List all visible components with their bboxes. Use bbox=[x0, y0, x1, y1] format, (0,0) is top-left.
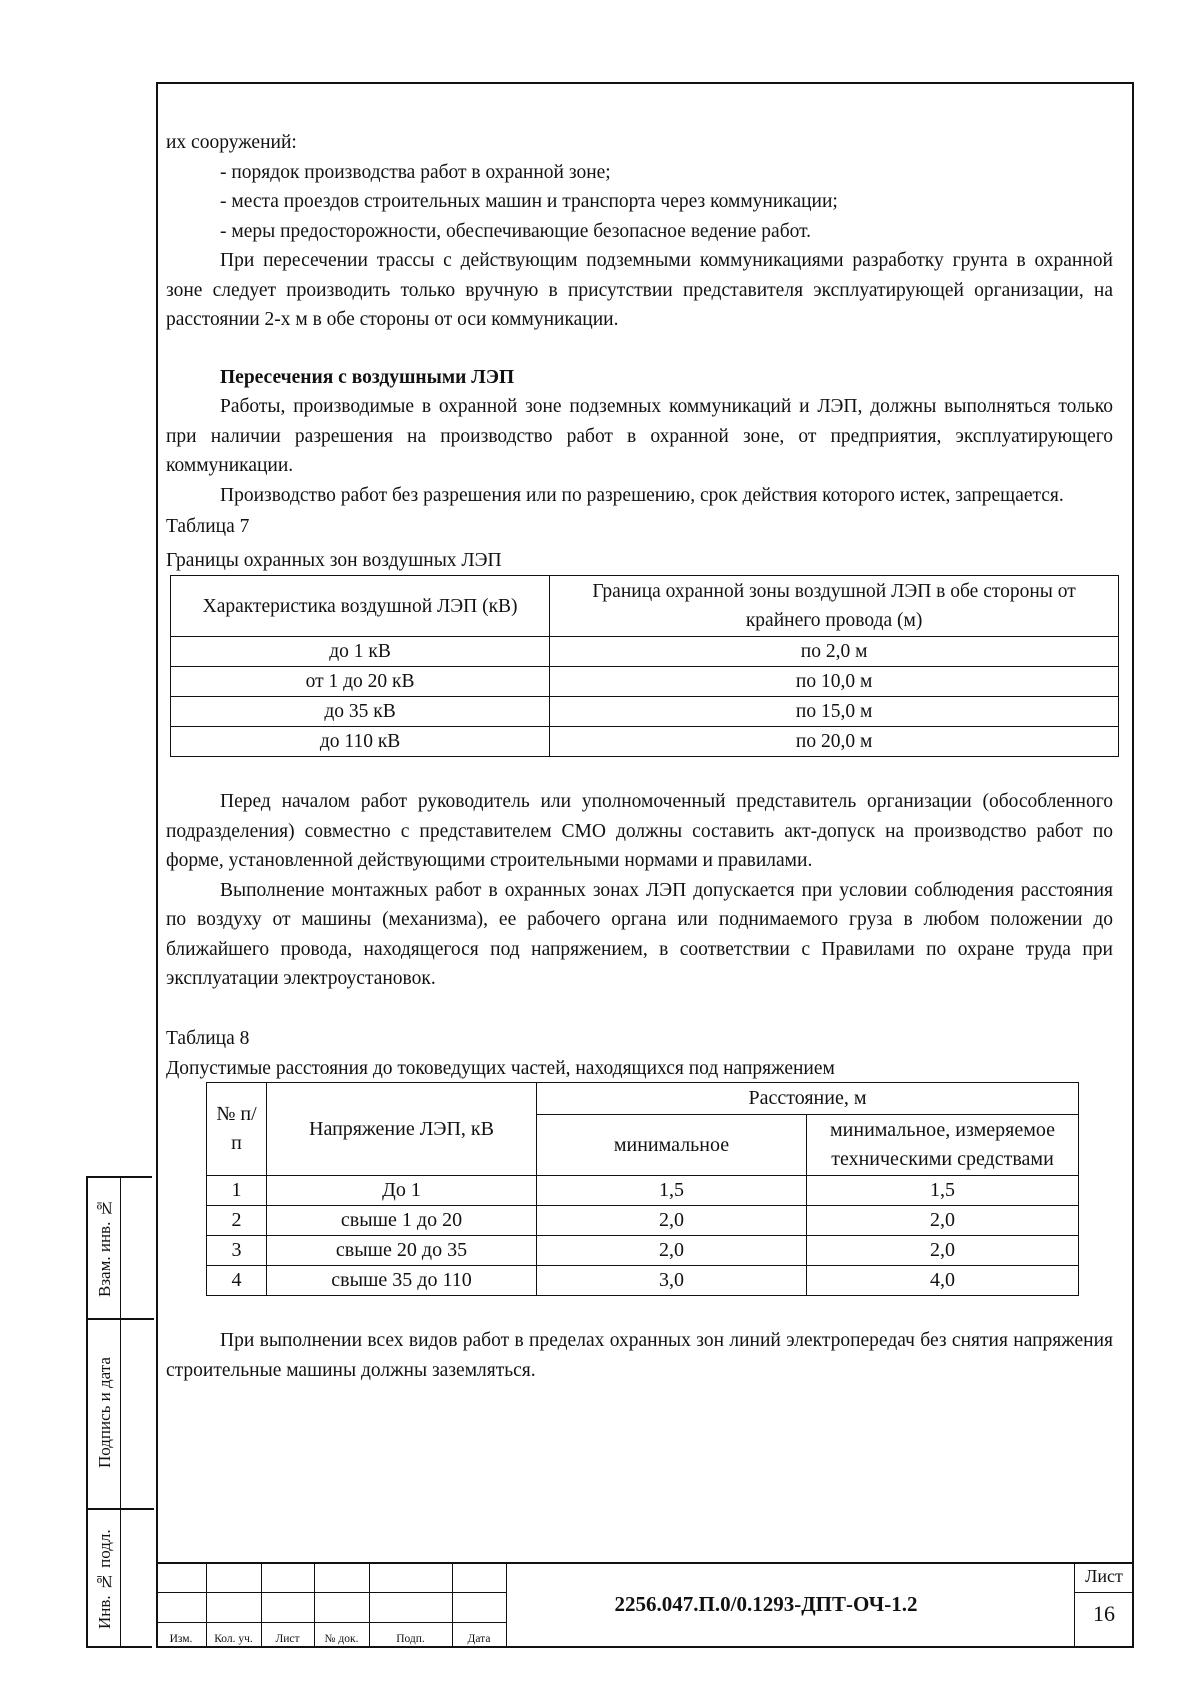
table-cell: по 2,0 м bbox=[550, 637, 1119, 667]
title-col-list: Лист bbox=[275, 1633, 300, 1645]
title-col-podp: Подп. bbox=[396, 1633, 425, 1645]
table-row bbox=[207, 1206, 1079, 1236]
table-row bbox=[171, 637, 1119, 667]
table-cell: по 20,0 м bbox=[550, 727, 1119, 757]
title-block-line bbox=[156, 1592, 506, 1593]
bullet-item: - порядок производства работ в охранной зоне; bbox=[220, 161, 611, 183]
document-code: 2256.047.П.0/0.1293-ДПТ-ОЧ-1.2 bbox=[614, 1592, 918, 1616]
table-cell: 2,0 bbox=[807, 1206, 1079, 1236]
table-header-cell: Расстояние, м bbox=[537, 1083, 1079, 1115]
table-cell: 1,5 bbox=[807, 1176, 1079, 1206]
title-block-line bbox=[1074, 1592, 1134, 1593]
table-cell: 2,0 bbox=[807, 1236, 1079, 1266]
table-cell: свыше 20 до 35 bbox=[267, 1236, 537, 1266]
sheet-label: Лист bbox=[1085, 1566, 1123, 1586]
title-col-izm: Изм. bbox=[169, 1633, 193, 1645]
side-label-vzam: Взам. инв. № bbox=[95, 1198, 114, 1298]
title-col-date: Дата bbox=[467, 1633, 491, 1645]
table-cell: 4,0 bbox=[807, 1266, 1079, 1296]
table-cell: до 35 кВ bbox=[171, 697, 550, 727]
document-body bbox=[166, 128, 1113, 1385]
paragraph-works: Работы, производимые в охранной зоне подземных коммуникаций и ЛЭП, должны выполняться только при наличии разрешения на производство работ в охранной зоне, от предприятия, эксплуатирующего коммуникации. bbox=[166, 396, 1113, 476]
side-label-podpis: Подпись и дата bbox=[95, 1357, 114, 1469]
table-header-row bbox=[171, 576, 1119, 637]
bullet-item: - меры предосторожности, обеспечивающие безопасное ведение работ. bbox=[220, 220, 812, 242]
table-row bbox=[171, 697, 1119, 727]
section-heading: Пересечения с воздушными ЛЭП bbox=[220, 366, 515, 388]
table-header-row bbox=[207, 1083, 1079, 1115]
table7-label: Таблица 7 bbox=[166, 516, 250, 537]
paragraph-crossing: При пересечении трассы с действующим подземными коммуникациями разработку грунта в охранной зоне следует производить только вручную в присутствии представителя эксплуатирующей организации, на расстоянии 2-х м в обе стороны от оси коммуникации. bbox=[166, 250, 1113, 330]
table-header-cell: № п/п bbox=[207, 1083, 267, 1176]
paragraph-mounting: Выполнение монтажных работ в охранных зонах ЛЭП допускается при условии соблюдения расстояния по воздуху от машины (механизма), ее рабочего органа или поднимаемого груза в любом положении до ближайшего провода, находящегося под напряжением, в соответствии с Правилами по охране труда при эксплуатации электроустановок. bbox=[166, 879, 1113, 989]
table-cell: 2,0 bbox=[537, 1206, 807, 1236]
table-cell: свыше 1 до 20 bbox=[267, 1206, 537, 1236]
table-cell: 3,0 bbox=[537, 1266, 807, 1296]
table-header-cell: Характеристика воздушной ЛЭП (кВ) bbox=[171, 576, 550, 637]
side-strip-divider bbox=[120, 1178, 121, 1646]
table-cell: 1 bbox=[207, 1176, 267, 1206]
paragraph-permit: Перед началом работ руководитель или уполномоченный представитель организации (обособленного подразделения) совместно с представителем СМО должны составить акт-допуск на производство работ по форме, установленной действующими строительными нормами и правилами. bbox=[166, 791, 1113, 871]
table-row bbox=[171, 667, 1119, 697]
title-block-line bbox=[156, 1622, 506, 1623]
table-header-cell: Граница охранной зоны воздушной ЛЭП в обе стороны от крайнего провода (м) bbox=[550, 576, 1119, 637]
side-stamp-strip bbox=[86, 1176, 152, 1648]
table8 bbox=[206, 1082, 1079, 1296]
table-cell: 3 bbox=[207, 1236, 267, 1266]
table-cell: 4 bbox=[207, 1266, 267, 1296]
title-col-doc: № док. bbox=[324, 1633, 359, 1645]
table-cell: от 1 до 20 кВ bbox=[171, 667, 550, 697]
table-cell: 2,0 bbox=[537, 1236, 807, 1266]
table7-caption: Границы охранных зон воздушных ЛЭП bbox=[166, 549, 502, 571]
side-label-inv: Инв. № подл. bbox=[95, 1529, 114, 1629]
table8-label: Таблица 8 bbox=[166, 1027, 250, 1049]
table-cell: до 1 кВ bbox=[171, 637, 550, 667]
sheet-number: 16 bbox=[1093, 1601, 1115, 1626]
title-block bbox=[156, 1562, 1134, 1648]
table-row bbox=[171, 727, 1119, 757]
table-cell: свыше 35 до 110 bbox=[267, 1266, 537, 1296]
table8-caption: Допустимые расстояния до токоведущих частей, находящихся под напряжением bbox=[166, 1058, 835, 1079]
table-header-cell: минимальное, измеряемое техническими средствами bbox=[807, 1115, 1079, 1176]
table-row bbox=[207, 1236, 1079, 1266]
table7 bbox=[170, 575, 1119, 757]
bullet-item: - места проездов строительных машин и транспорта через коммуникации; bbox=[220, 191, 838, 212]
paragraph-grounding: При выполнении всех видов работ в пределах охранных зон линий электропередач без снятия напряжения строительные машины должны заземляться. bbox=[166, 1330, 1113, 1381]
table-cell: До 1 bbox=[267, 1176, 537, 1206]
table-cell: 1,5 bbox=[537, 1176, 807, 1206]
table-header-cell: Напряжение ЛЭП, кВ bbox=[267, 1083, 537, 1176]
table-row bbox=[207, 1176, 1079, 1206]
table-row bbox=[207, 1266, 1079, 1296]
table-cell: до 110 кВ bbox=[171, 727, 550, 757]
table-cell: по 10,0 м bbox=[550, 667, 1119, 697]
intro-line: их сооружений: bbox=[166, 132, 297, 153]
paragraph-forbidden: Производство работ без разрешения или по разрешению, срок действия которого истек, запрещается. bbox=[220, 484, 1064, 506]
table-header-cell: минимальное bbox=[537, 1115, 807, 1176]
table-cell: по 15,0 м bbox=[550, 697, 1119, 727]
title-col-kol: Кол. уч. bbox=[214, 1633, 253, 1645]
table-cell: 2 bbox=[207, 1206, 267, 1236]
